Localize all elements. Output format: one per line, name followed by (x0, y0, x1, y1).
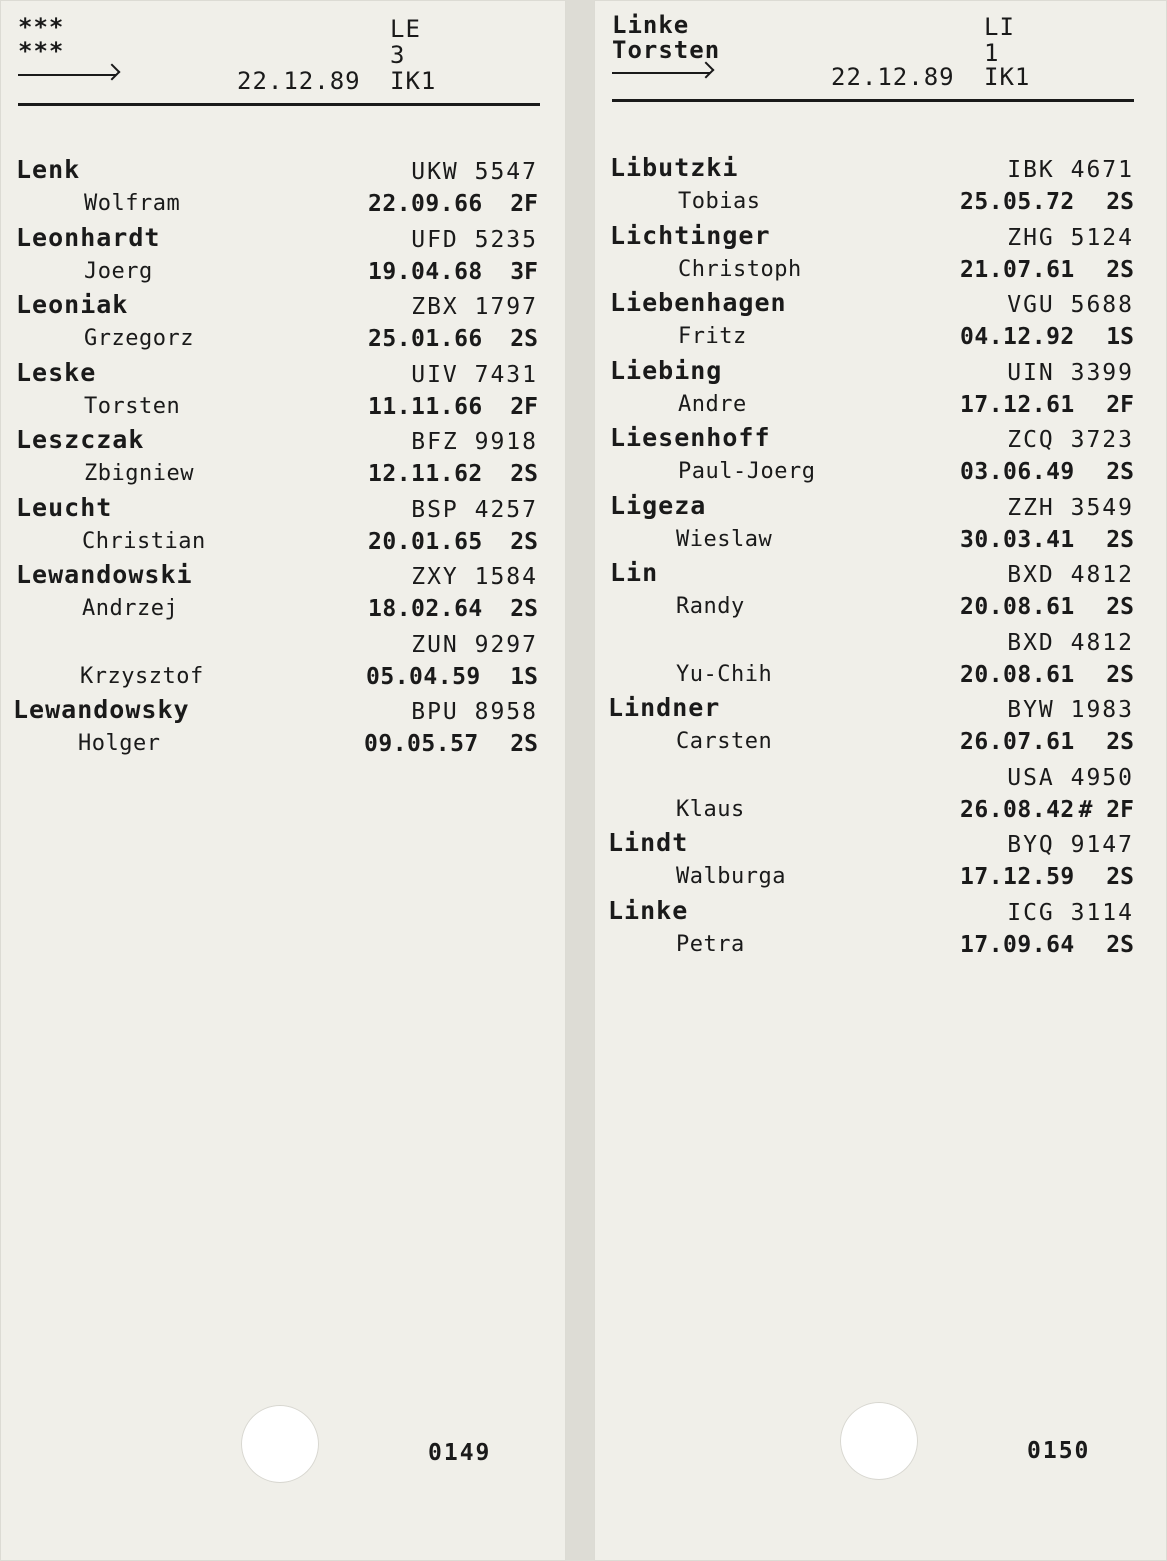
entry-code: UKW 5547 (411, 159, 538, 185)
surname: Lewandowsky (13, 695, 190, 724)
entry-code: UIV 7431 (411, 361, 538, 388)
entry-flag: 2S (510, 596, 538, 622)
list-item (610, 153, 1134, 221)
header-code: IK1 (390, 67, 437, 95)
firstname: Torsten (84, 393, 181, 419)
list-item (610, 356, 1134, 424)
entry-code: ZBX 1797 (411, 294, 538, 320)
surname: Liebenhagen (610, 288, 787, 317)
header-line1-left: *** (18, 13, 65, 41)
entry-code: BYW 1983 (1007, 697, 1134, 723)
firstname: Wolfram (84, 191, 181, 216)
entry-flag: # 2F (1078, 796, 1134, 823)
header-rule (612, 99, 1134, 102)
entry-flag: 2F (510, 191, 538, 217)
arrow-icon (612, 72, 710, 74)
list-item (16, 358, 538, 426)
firstname: Carsten (676, 729, 773, 754)
surname: Linke (608, 895, 689, 925)
firstname: Andrzej (82, 596, 179, 621)
surname: Leszczak (16, 425, 145, 454)
firstname: Yu-Chih (676, 661, 773, 687)
surname: Libutzki (610, 153, 739, 182)
entry-flag: 2S (1106, 931, 1134, 958)
firstname: Holger (78, 731, 161, 756)
list-item (16, 425, 538, 493)
entry-code: BPU 8958 (411, 699, 538, 725)
entry-flag: 2S (1106, 189, 1134, 215)
firstname: Walburga (676, 864, 786, 889)
firstname: Fritz (678, 324, 747, 349)
firstname: Klaus (676, 796, 745, 822)
entry-code: BFZ 9918 (411, 429, 538, 455)
entry-flag: 2F (1106, 391, 1134, 418)
firstname: Christoph (678, 256, 802, 282)
list-item (16, 493, 538, 561)
list-item (610, 288, 1134, 356)
header-line1-left: Linke (612, 11, 690, 39)
birth-date: 20.08.61 (960, 594, 1075, 620)
entry-code: ICG 3114 (1007, 899, 1134, 926)
list-item (16, 628, 538, 696)
entry-flag: 1S (1106, 324, 1134, 350)
surname: Lindner (608, 693, 721, 722)
entry-code: BXD 4812 (1007, 562, 1134, 588)
firstname: Krzysztof (80, 663, 204, 689)
header-section: LE (390, 15, 421, 43)
firstname: Randy (676, 594, 745, 619)
birth-date: 11.11.66 (368, 393, 483, 420)
birth-date: 17.09.64 (960, 931, 1075, 958)
firstname: Grzegorz (84, 326, 194, 351)
surname: Lin (610, 558, 659, 587)
birth-date: 09.05.57 (364, 731, 479, 757)
entry-flag: 2S (1106, 256, 1134, 283)
surname: Ligeza (610, 490, 707, 520)
birth-date: 17.12.61 (960, 391, 1075, 418)
entry-code: VGU 5688 (1007, 292, 1134, 318)
surname: Lindt (608, 828, 689, 857)
entry-flag: 2S (510, 731, 538, 757)
page-number: 0150 (1027, 1438, 1091, 1464)
birth-date: 25.01.66 (368, 326, 483, 352)
birth-date: 22.09.66 (368, 191, 483, 217)
surname: Leonhardt (16, 222, 161, 252)
list-item (13, 695, 538, 763)
entry-list (13, 155, 538, 763)
list-item (16, 223, 538, 291)
firstname: Joerg (84, 258, 153, 284)
surname: Leucht (16, 492, 113, 522)
entry-code: USA 4950 (1007, 764, 1134, 791)
firstname: Paul-Joerg (678, 459, 816, 484)
birth-date: 20.08.61 (960, 661, 1075, 688)
firstname: Christian (82, 528, 206, 554)
punch-hole (241, 1405, 319, 1483)
entry-flag: 2S (1106, 459, 1134, 485)
surname: Lichtinger (610, 220, 771, 250)
surname: Leoniak (16, 290, 129, 319)
header-date: 22.12.89 (237, 67, 361, 95)
list-item (16, 290, 538, 358)
header-card-number: 1 (984, 39, 1000, 67)
firstname: Petra (676, 931, 745, 957)
entry-flag: 2S (510, 528, 538, 555)
entry-flag: 2S (1106, 661, 1134, 688)
entry-code: UIN 3399 (1007, 359, 1134, 386)
entry-code: IBK 4671 (1007, 157, 1134, 183)
entry-code: ZXY 1584 (411, 564, 538, 590)
list-item (610, 896, 1134, 964)
birth-date: 25.05.72 (960, 189, 1075, 215)
birth-date: 05.04.59 (366, 663, 481, 690)
birth-date: 30.03.41 (960, 526, 1075, 553)
entry-flag: 2S (1106, 729, 1134, 755)
header-line2-left: Torsten (612, 36, 721, 64)
entry-code: ZUN 9297 (411, 631, 538, 658)
entry-flag: 3F (510, 258, 538, 285)
birth-date: 18.02.64 (368, 596, 483, 622)
birth-date: 19.04.68 (368, 258, 483, 285)
entry-flag: 2S (1106, 526, 1134, 553)
header-line2-left: *** (18, 37, 65, 65)
birth-date: 26.07.61 (960, 729, 1075, 755)
list-item (610, 761, 1134, 829)
header-date: 22.12.89 (831, 63, 955, 91)
surname: Leske (16, 357, 97, 387)
birth-date: 12.11.62 (368, 461, 483, 487)
surname: Lenk (16, 155, 81, 184)
punch-hole (840, 1402, 918, 1480)
entry-flag: 2F (510, 393, 538, 420)
entry-flag: 2S (1106, 864, 1134, 890)
entry-code: ZZH 3549 (1007, 494, 1134, 521)
list-item (610, 221, 1134, 289)
entry-code: BSP 4257 (411, 496, 538, 523)
index-card-left (0, 0, 566, 1561)
card-gap (566, 0, 594, 1561)
list-item (610, 693, 1134, 761)
header-rule (18, 103, 540, 106)
birth-date: 17.12.59 (960, 864, 1075, 890)
list-item (610, 491, 1134, 559)
entry-flag: 2S (1106, 594, 1134, 620)
list-item (610, 828, 1134, 896)
entry-flag: 1S (510, 663, 538, 690)
list-item (610, 558, 1134, 626)
list-item (610, 626, 1134, 694)
list-item (16, 155, 538, 223)
firstname: Zbigniew (84, 461, 194, 486)
entry-list (610, 153, 1134, 963)
firstname: Andre (678, 391, 747, 417)
firstname: Wieslaw (676, 526, 773, 552)
index-card-right (594, 0, 1167, 1561)
birth-date: 04.12.92 (960, 324, 1075, 350)
entry-code: UFD 5235 (411, 226, 538, 253)
entry-code: BYQ 9147 (1007, 832, 1134, 858)
header-section: LI (984, 13, 1015, 41)
surname: Lewandowski (16, 560, 193, 589)
surname: Liesenhoff (610, 423, 771, 452)
entry-flag: 2S (510, 326, 538, 352)
entry-code: BXD 4812 (1007, 629, 1134, 656)
header-code: IK1 (984, 63, 1031, 91)
list-item (610, 423, 1134, 491)
entry-flag: 2S (510, 461, 538, 487)
birth-date: 21.07.61 (960, 256, 1075, 283)
page-number: 0149 (428, 1440, 492, 1466)
arrow-icon (18, 74, 116, 76)
surname: Liebing (610, 355, 723, 385)
entry-code: ZHG 5124 (1007, 224, 1134, 251)
list-item (16, 560, 538, 628)
birth-date: 26.08.42 (960, 796, 1075, 823)
birth-date: 20.01.65 (368, 528, 483, 555)
entry-code: ZCQ 3723 (1007, 427, 1134, 453)
firstname: Tobias (678, 189, 761, 214)
header-card-number: 3 (390, 41, 406, 69)
birth-date: 03.06.49 (960, 459, 1075, 485)
